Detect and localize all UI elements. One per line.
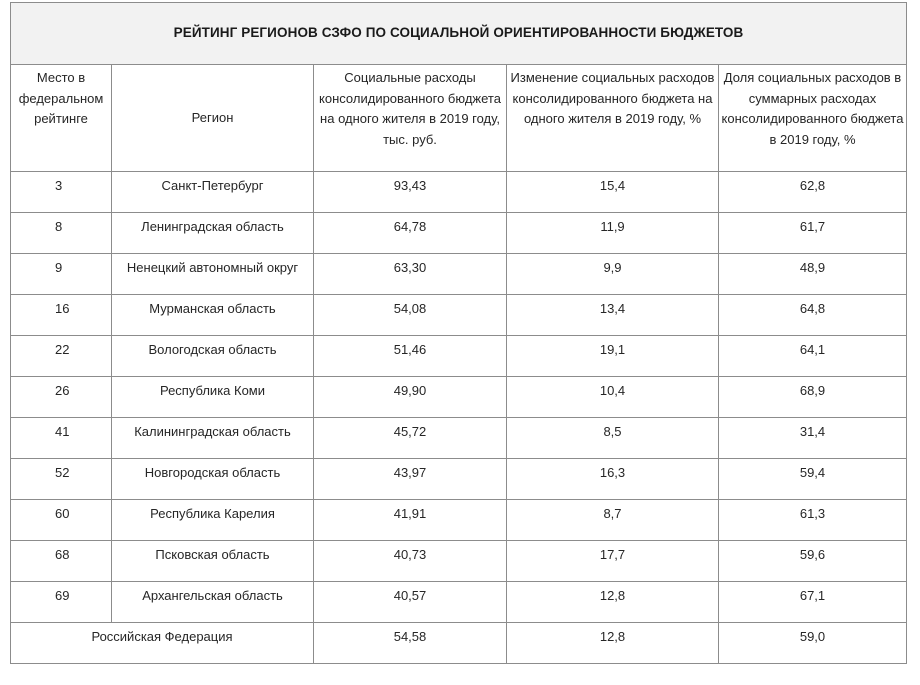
- spending-cell: 51,46: [314, 336, 507, 377]
- rank-cell: 52: [11, 459, 112, 500]
- change-cell: 11,9: [507, 213, 719, 254]
- spending-cell: 54,08: [314, 295, 507, 336]
- table-row: [11, 418, 907, 459]
- region-cell: Архангельская область: [112, 582, 314, 623]
- rank-cell: 3: [11, 172, 112, 213]
- region-cell: Псковская область: [112, 541, 314, 582]
- rank-cell: 16: [11, 295, 112, 336]
- spending-cell: 63,30: [314, 254, 507, 295]
- total-change-cell: 12,8: [507, 623, 719, 664]
- table-body: [11, 172, 907, 664]
- header-spending: Социальные расходы консолидированного бюджета на одного жителя в 2019 году, тыс. руб.: [314, 65, 507, 172]
- region-cell: Республика Коми: [112, 377, 314, 418]
- share-cell: 61,3: [719, 500, 907, 541]
- change-cell: 9,9: [507, 254, 719, 295]
- spending-cell: 45,72: [314, 418, 507, 459]
- table-row: [11, 336, 907, 377]
- change-cell: 12,8: [507, 582, 719, 623]
- rank-cell: 8: [11, 213, 112, 254]
- table-title: РЕЙТИНГ РЕГИОНОВ СЗФО ПО СОЦИАЛЬНОЙ ОРИЕНТИРОВАННОСТИ БЮДЖЕТОВ: [11, 3, 907, 65]
- table-row: [11, 254, 907, 295]
- table-row: [11, 500, 907, 541]
- spending-cell: 64,78: [314, 213, 507, 254]
- share-cell: 67,1: [719, 582, 907, 623]
- table-row: [11, 541, 907, 582]
- share-cell: 59,4: [719, 459, 907, 500]
- region-cell: Новгородская область: [112, 459, 314, 500]
- header-region: Регион: [112, 65, 314, 172]
- share-cell: 62,8: [719, 172, 907, 213]
- ranking-table-container: [10, 2, 906, 664]
- spending-cell: 43,97: [314, 459, 507, 500]
- share-cell: 64,1: [719, 336, 907, 377]
- region-cell: Санкт-Петербург: [112, 172, 314, 213]
- rank-cell: 69: [11, 582, 112, 623]
- table-row: [11, 295, 907, 336]
- share-cell: 68,9: [719, 377, 907, 418]
- spending-cell: 40,73: [314, 541, 507, 582]
- rank-cell: 9: [11, 254, 112, 295]
- spending-cell: 49,90: [314, 377, 507, 418]
- table-row: [11, 582, 907, 623]
- region-cell: Ненецкий автономный округ: [112, 254, 314, 295]
- rank-cell: 22: [11, 336, 112, 377]
- share-cell: 59,6: [719, 541, 907, 582]
- total-row: [11, 623, 907, 664]
- header-rank: Место в федеральном рейтинге: [11, 65, 112, 172]
- total-label-cell: Российская Федерация: [11, 623, 314, 664]
- rank-cell: 68: [11, 541, 112, 582]
- table-row: [11, 172, 907, 213]
- change-cell: 15,4: [507, 172, 719, 213]
- region-cell: Ленинградская область: [112, 213, 314, 254]
- change-cell: 8,7: [507, 500, 719, 541]
- change-cell: 17,7: [507, 541, 719, 582]
- rank-cell: 26: [11, 377, 112, 418]
- change-cell: 8,5: [507, 418, 719, 459]
- table-row: [11, 459, 907, 500]
- header-share: Доля социальных расходов в суммарных расходах консолидированного бюджета в 2019 году, %: [719, 65, 907, 172]
- share-cell: 64,8: [719, 295, 907, 336]
- share-cell: 48,9: [719, 254, 907, 295]
- table-row: [11, 377, 907, 418]
- region-cell: Вологодская область: [112, 336, 314, 377]
- table-row: [11, 213, 907, 254]
- share-cell: 31,4: [719, 418, 907, 459]
- region-cell: Калининградская область: [112, 418, 314, 459]
- change-cell: 16,3: [507, 459, 719, 500]
- region-cell: Мурманская область: [112, 295, 314, 336]
- spending-cell: 41,91: [314, 500, 507, 541]
- ranking-table: [10, 2, 907, 664]
- header-change: Изменение социальных расходов консолидированного бюджета на одного жителя в 2019 году, %: [507, 65, 719, 172]
- rank-cell: 60: [11, 500, 112, 541]
- total-share-cell: 59,0: [719, 623, 907, 664]
- total-spending-cell: 54,58: [314, 623, 507, 664]
- change-cell: 19,1: [507, 336, 719, 377]
- change-cell: 13,4: [507, 295, 719, 336]
- change-cell: 10,4: [507, 377, 719, 418]
- spending-cell: 93,43: [314, 172, 507, 213]
- spending-cell: 40,57: [314, 582, 507, 623]
- region-cell: Республика Карелия: [112, 500, 314, 541]
- rank-cell: 41: [11, 418, 112, 459]
- share-cell: 61,7: [719, 213, 907, 254]
